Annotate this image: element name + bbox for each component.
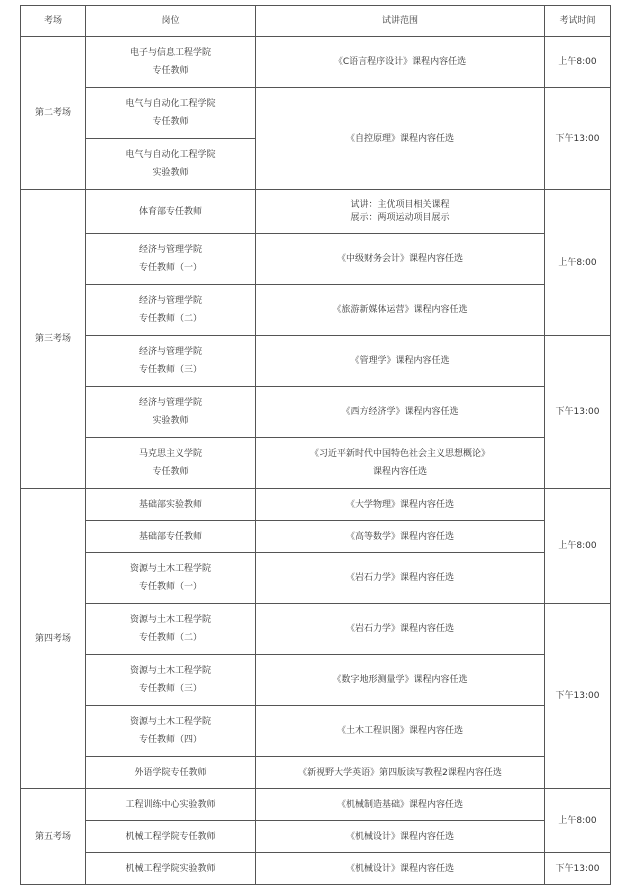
position-cell: 体育部专任教师 bbox=[86, 190, 256, 234]
header-room: 考场 bbox=[21, 6, 86, 37]
scope-cell: 《岩石力学》课程内容任选 bbox=[256, 553, 545, 604]
scope-cell: 《高等数学》课程内容任选 bbox=[256, 521, 545, 553]
scope-cell: 《机械设计》课程内容任选 bbox=[256, 821, 545, 853]
scope-cell: 《数字地形测量学》课程内容任选 bbox=[256, 655, 545, 706]
scope-cell: 《旅游新媒体运营》课程内容任选 bbox=[256, 285, 545, 336]
scope-cell: 《机械设计》课程内容任选 bbox=[256, 853, 545, 885]
position-cell: 电气与自动化工程学院 实验教师 bbox=[86, 139, 256, 190]
room-cell: 第四考场 bbox=[21, 489, 86, 789]
table-row bbox=[21, 234, 611, 285]
scope-cell: 《自控原理》课程内容任选 bbox=[256, 88, 545, 190]
position-cell: 机械工程学院专任教师 bbox=[86, 821, 256, 853]
scope-cell: 《机械制造基础》课程内容任选 bbox=[256, 789, 545, 821]
header-scope: 试讲范围 bbox=[256, 6, 545, 37]
position-cell: 电气与自动化工程学院 专任教师 bbox=[86, 88, 256, 139]
position-cell: 基础部专任教师 bbox=[86, 521, 256, 553]
time-cell: 上午8:00 bbox=[545, 789, 611, 853]
table-row bbox=[21, 821, 611, 853]
table-row bbox=[21, 757, 611, 789]
scope-cell: 《土木工程识图》课程内容任选 bbox=[256, 706, 545, 757]
position-cell: 经济与管理学院 专任教师（一） bbox=[86, 234, 256, 285]
room-cell: 第三考场 bbox=[21, 190, 86, 489]
position-cell: 资源与土木工程学院 专任教师（二） bbox=[86, 604, 256, 655]
position-cell: 资源与土木工程学院 专任教师（一） bbox=[86, 553, 256, 604]
time-cell: 上午8:00 bbox=[545, 190, 611, 336]
scope-cell: 《岩石力学》课程内容任选 bbox=[256, 604, 545, 655]
position-cell: 资源与土木工程学院 专任教师（四） bbox=[86, 706, 256, 757]
exam-schedule-table bbox=[20, 5, 611, 885]
table-row bbox=[21, 789, 611, 821]
table-row bbox=[21, 604, 611, 655]
table-row bbox=[21, 190, 611, 234]
table-row bbox=[21, 88, 611, 139]
table-row bbox=[21, 706, 611, 757]
time-cell: 下午13:00 bbox=[545, 336, 611, 489]
table-row bbox=[21, 853, 611, 885]
time-cell: 下午13:00 bbox=[545, 853, 611, 885]
position-cell: 经济与管理学院 专任教师（二） bbox=[86, 285, 256, 336]
table-row bbox=[21, 387, 611, 438]
position-cell: 外语学院专任教师 bbox=[86, 757, 256, 789]
table-row bbox=[21, 37, 611, 88]
table-row bbox=[21, 553, 611, 604]
room-cell: 第五考场 bbox=[21, 789, 86, 885]
table-row bbox=[21, 285, 611, 336]
position-cell: 马克思主义学院 专任教师 bbox=[86, 438, 256, 489]
time-cell: 下午13:00 bbox=[545, 88, 611, 190]
time-cell: 下午13:00 bbox=[545, 604, 611, 789]
header-row bbox=[21, 6, 611, 37]
table-row bbox=[21, 336, 611, 387]
scope-cell: 《C语言程序设计》课程内容任选 bbox=[256, 37, 545, 88]
table-row bbox=[21, 521, 611, 553]
scope-cell: 《新视野大学英语》第四版读写教程2课程内容任选 bbox=[256, 757, 545, 789]
position-cell: 基础部实验教师 bbox=[86, 489, 256, 521]
scope-cell: 《习近平新时代中国特色社会主义思想概论》 课程内容任选 bbox=[256, 438, 545, 489]
position-cell: 电子与信息工程学院 专任教师 bbox=[86, 37, 256, 88]
room-cell: 第二考场 bbox=[21, 37, 86, 190]
table-row bbox=[21, 438, 611, 489]
position-cell: 经济与管理学院 实验教师 bbox=[86, 387, 256, 438]
position-cell: 经济与管理学院 专任教师（三） bbox=[86, 336, 256, 387]
time-cell: 上午8:00 bbox=[545, 489, 611, 604]
scope-cell: 试讲：主优项目相关课程 展示：两项运动项目展示 bbox=[256, 190, 545, 234]
scope-cell: 《西方经济学》课程内容任选 bbox=[256, 387, 545, 438]
table-row bbox=[21, 655, 611, 706]
table-row bbox=[21, 489, 611, 521]
scope-cell: 《中级财务会计》课程内容任选 bbox=[256, 234, 545, 285]
scope-cell: 《大学物理》课程内容任选 bbox=[256, 489, 545, 521]
position-cell: 资源与土木工程学院 专任教师（三） bbox=[86, 655, 256, 706]
position-cell: 机械工程学院实验教师 bbox=[86, 853, 256, 885]
header-time: 考试时间 bbox=[545, 6, 611, 37]
time-cell: 上午8:00 bbox=[545, 37, 611, 88]
scope-cell: 《管理学》课程内容任选 bbox=[256, 336, 545, 387]
position-cell: 工程训练中心实验教师 bbox=[86, 789, 256, 821]
header-position: 岗位 bbox=[86, 6, 256, 37]
